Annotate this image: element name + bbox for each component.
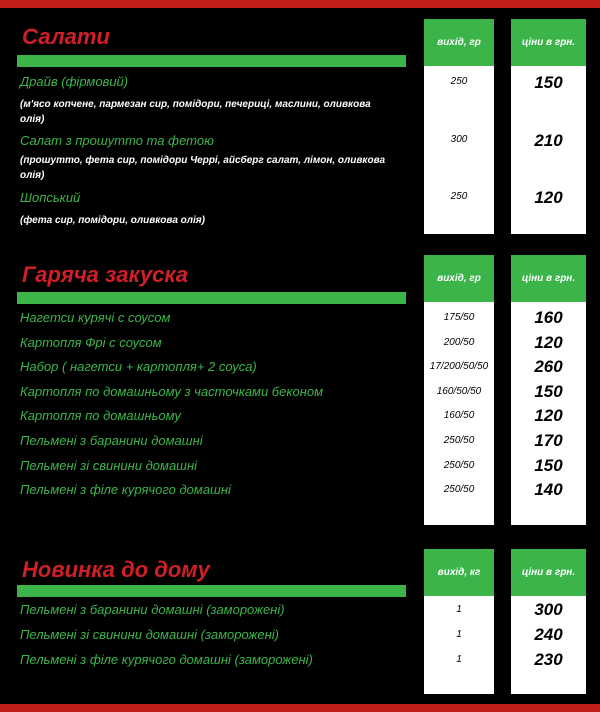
item-name: Шопський: [20, 190, 81, 205]
price-header: ціни в грн.: [511, 255, 586, 302]
section-title-new: Новинка до дому: [22, 557, 210, 582]
item-weight: 200/50: [443, 337, 475, 348]
item-weight: 250/50: [443, 460, 475, 471]
item-weight: 160/50: [443, 410, 475, 421]
item-price: 140: [534, 480, 563, 499]
item-price: 120: [534, 406, 563, 425]
item-price: 120: [534, 188, 563, 207]
item-price: 120: [534, 333, 563, 352]
item-name: Пельмені з баранини домашні (заморожені): [20, 602, 285, 617]
item-name: Пельмені зі свинини домашні (заморожені): [20, 627, 279, 642]
section-title-hot-snacks: Гаряча закуска: [22, 262, 189, 287]
item-name: Картопля по домашньому: [20, 408, 181, 423]
item-name: Пельмені з філе курячого домашні: [20, 482, 231, 497]
item-weight: 160/50/50: [436, 386, 482, 397]
weight-header: вихід, гр: [424, 255, 494, 302]
item-price: 230: [534, 650, 563, 669]
section-divider: [17, 55, 406, 67]
item-weight: 17/200/50/50: [429, 361, 489, 372]
item-price: 160: [534, 308, 563, 327]
item-name: Пельмені зі свинини домашні: [20, 458, 198, 473]
item-weight: 250/50: [443, 484, 475, 495]
item-price: 210: [534, 131, 563, 150]
item-weight: 300: [450, 134, 468, 145]
item-name: Драйв (фірмовий): [20, 74, 129, 89]
section-divider: [17, 292, 406, 304]
item-description: (м'ясо копчене, пармезан сир, помідори, печериці, маслини, оливкова олія): [20, 99, 371, 125]
item-weight: 250: [450, 76, 468, 87]
item-price: 150: [534, 456, 563, 475]
item-name: Нагетси курячі с соусом: [20, 310, 171, 325]
item-price: 170: [534, 431, 563, 450]
weight-header: вихід, кг: [424, 549, 494, 596]
item-price: 260: [534, 357, 563, 376]
item-weight: 175/50: [443, 312, 475, 323]
item-name: Картопля Фрі с соусом: [20, 335, 162, 350]
price-header: ціни в грн.: [511, 549, 586, 596]
item-weight: 1: [456, 629, 462, 640]
item-name: Салат з прошутто та фетою: [20, 133, 214, 148]
item-weight: 250: [450, 191, 468, 202]
bottom-red-border: [0, 704, 600, 712]
top-red-border: [0, 0, 600, 8]
item-name: Набор ( нагетси + картопля+ 2 соуса): [20, 359, 257, 374]
item-weight: 1: [456, 654, 462, 665]
weight-header: вихід, гр: [424, 19, 494, 66]
price-header: ціни в грн.: [511, 19, 586, 66]
item-price: 300: [534, 600, 563, 619]
item-description: (прошутто, фета сир, помідори Черрі, айсберг салат, лімон, оливкова олія): [20, 155, 386, 181]
item-price: 150: [534, 73, 563, 92]
item-name: Пельмені з баранини домашні: [20, 433, 203, 448]
item-weight: 250/50: [443, 435, 475, 446]
item-price: 150: [534, 382, 563, 401]
item-weight: 1: [456, 604, 462, 615]
item-description: (фета сир, помідори, оливкова олія): [20, 215, 205, 226]
item-name: Пельмені з філе курячого домашні (заморожені): [20, 652, 313, 667]
section-divider: [17, 585, 406, 597]
item-price: 240: [534, 625, 563, 644]
section-title-salads: Салати: [22, 24, 110, 49]
item-name: Картопля по домашньому з часточками беконом: [20, 384, 324, 399]
